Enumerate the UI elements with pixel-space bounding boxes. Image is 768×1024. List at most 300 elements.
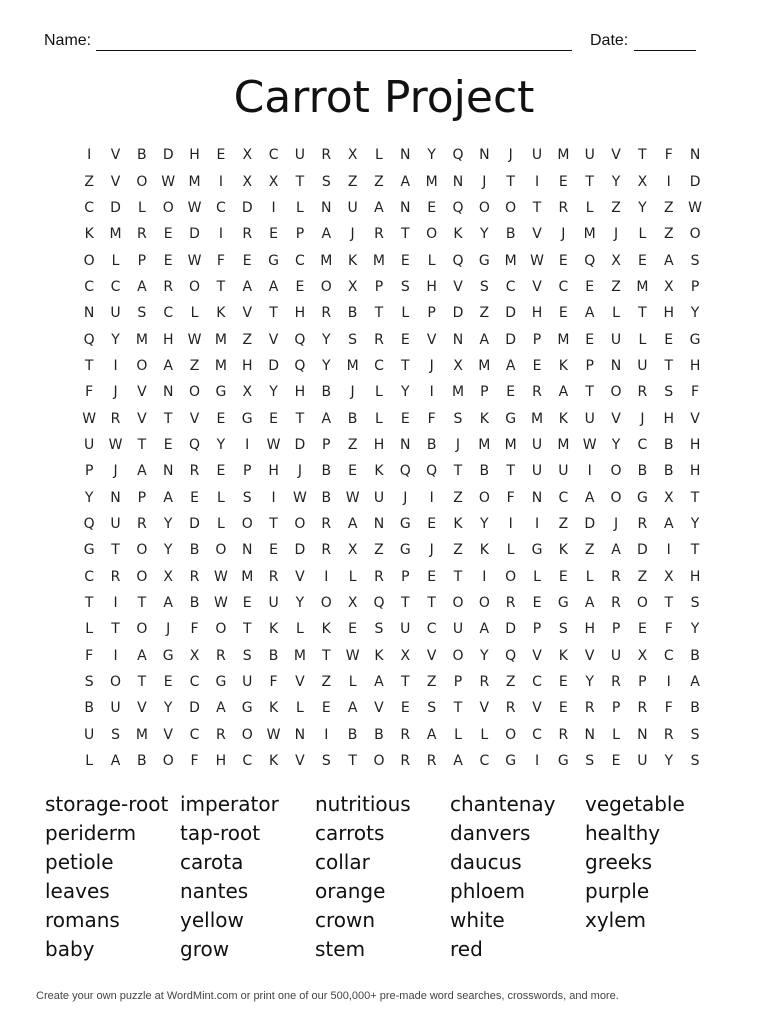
grid-letter: V [690,410,700,427]
grid-letter: A [479,331,490,348]
grid-letter: Y [585,674,594,691]
grid-letter: X [347,595,358,612]
grid-letter: L [216,515,225,532]
grid-letter: G [531,542,543,559]
grid-letter: I [666,542,671,559]
grid-letter: M [504,436,517,453]
grid-letter: Z [637,568,648,585]
grid-letter: D [637,542,648,559]
grid-letter: J [113,463,118,480]
grid-letter: J [640,410,645,427]
grid-letter: L [216,489,225,506]
grid-letter: I [271,489,276,506]
grid-letter: Q [584,252,596,269]
grid-letter: D [452,305,464,322]
grid-letter: B [268,647,279,664]
grid-letter: P [611,700,621,717]
grid-letter: T [242,621,252,638]
grid-letter: N [584,726,595,743]
word-list-item: nutritious [315,792,411,816]
grid-letter: T [295,410,305,427]
grid-letter: D [505,305,517,322]
grid-letter: Q [294,357,306,374]
grid-letter: B [321,463,332,480]
grid-letter: C [84,199,95,216]
name-label: Name: [44,32,92,49]
grid-letter: A [321,226,332,243]
grid-letter: S [137,305,147,322]
grid-letter: U [531,436,543,453]
grid-letter: Y [163,700,173,717]
grid-letter: L [137,199,146,216]
grid-letter: A [584,305,595,322]
grid-letter: J [350,384,355,401]
grid-letter: J [455,436,461,453]
grid-letter: L [85,621,94,638]
grid-letter: L [533,568,541,585]
grid-letter: H [689,463,701,480]
grid-letter: H [189,147,200,164]
grid-letter: A [347,700,358,717]
grid-letter: O [215,542,227,559]
grid-letter: R [663,726,674,743]
grid-letter: R [216,726,226,743]
word-list-item: healthy [585,821,661,845]
grid-letter: G [478,252,490,269]
grid-letter: U [584,410,595,427]
grid-letter: E [216,463,226,480]
grid-letter: A [374,674,384,691]
grid-letter: R [611,568,621,585]
grid-letter: E [400,331,410,348]
grid-letter: N [162,463,174,480]
grid-letter: T [374,305,384,322]
grid-letter: S [400,278,410,295]
grid-letter: Z [321,674,332,691]
grid-letter: B [663,463,674,480]
page-title: Carrot Project [233,72,535,123]
grid-letter: T [585,384,594,401]
grid-letter: Z [426,674,437,691]
grid-letter: T [163,410,173,427]
word-list-item: phloem [450,879,525,903]
grid-letter: X [611,252,621,269]
grid-row [76,221,708,247]
grid-letter: X [663,278,674,295]
grid-row [76,695,708,721]
grid-letter: F [506,489,515,506]
grid-letter: B [426,436,437,453]
grid-letter: P [295,226,305,243]
grid-letter: G [505,753,517,770]
grid-letter: O [478,595,490,612]
grid-letter: R [558,726,569,743]
grid-letter: V [137,410,147,427]
grid-letter: I [508,515,513,532]
grid-letter: F [216,252,225,269]
grid-letter: X [189,647,200,664]
grid-letter: C [558,489,569,506]
grid-letter: T [321,647,331,664]
grid-letter: U [84,436,95,453]
grid-letter: R [374,331,384,348]
grid-letter: M [346,357,359,374]
word-column [315,790,450,964]
grid-letter: R [110,410,121,427]
grid-letter: P [611,621,621,638]
grid-letter: T [638,305,647,322]
grid-letter: D [241,199,253,216]
word-list-item: greeks [585,850,653,874]
grid-letter: N [294,726,306,743]
grid-letter: H [663,410,674,427]
grid-letter: O [136,357,148,374]
grid-letter: P [532,331,542,348]
grid-letter: E [558,173,568,190]
grid-letter: A [479,621,490,638]
grid-row [76,511,708,537]
grid-letter: V [110,173,121,190]
word-column [585,790,720,964]
grid-letter: U [400,621,411,638]
grid-letter: G [399,542,411,559]
grid-letter: E [400,252,410,269]
grid-letter: Z [558,515,569,532]
grid-letter: Z [453,542,463,559]
grid-letter: D [505,331,517,348]
grid-letter: V [110,147,121,164]
grid-letter: E [163,226,173,243]
word-list-item: grow [180,937,230,961]
grid-letter: R [426,753,437,770]
grid-letter: U [531,147,543,164]
grid-letter: Q [373,595,385,612]
grid-letter: V [374,700,384,717]
grid-letter: C [558,278,569,295]
grid-letter: O [426,226,438,243]
grid-letter: L [296,621,304,638]
grid-letter: C [84,568,95,585]
grid-letter: B [690,647,700,664]
grid-letter: P [374,278,384,295]
word-list-item: petiole [45,850,114,874]
grid-letter: C [532,726,542,743]
grid-letter: O [241,515,253,532]
grid-letter: N [241,542,253,559]
grid-letter: C [163,305,174,322]
word-list-item: tap-root [180,821,261,845]
grid-letter: Z [584,542,595,559]
grid-letter: A [242,278,253,295]
grid-letter: S [453,410,463,427]
date-field[interactable] [634,50,696,51]
grid-letter: I [429,489,434,506]
grid-letter: M [557,331,570,348]
grid-letter: J [508,147,513,164]
word-list-item: baby [45,937,95,961]
grid-row [76,300,708,326]
grid-letter: E [664,331,674,348]
word-list-item: storage-root [45,792,169,816]
grid-letter: M [293,647,306,664]
grid-letter: A [400,173,411,190]
grid-letter: E [506,384,516,401]
grid-letter: D [505,621,517,638]
grid-letter: Z [505,674,516,691]
grid-letter: B [189,542,200,559]
grid-letter: I [324,568,329,585]
grid-letter: T [137,674,147,691]
grid-letter: H [689,436,701,453]
grid-letter: O [505,568,517,585]
grid-letter: V [479,700,490,717]
grid-letter: X [663,489,674,506]
grid-letter: Y [480,647,489,664]
grid-letter: M [504,252,517,269]
grid-letter: I [534,173,540,190]
grid-letter: T [690,542,700,559]
grid-letter: G [83,542,95,559]
grid-letter: V [611,410,621,427]
grid-letter: M [241,568,254,585]
grid-letter: Y [163,542,173,559]
grid-row [76,142,708,168]
grid-letter: T [137,436,147,453]
grid-letter: Y [480,515,489,532]
grid-letter: M [109,226,122,243]
grid-letter: S [690,252,700,269]
grid-letter: L [506,542,515,559]
grid-letter: O [136,621,148,638]
grid-letter: W [108,436,123,453]
grid-letter: N [689,147,701,164]
grid-letter: F [664,147,673,164]
grid-letter: R [400,753,411,770]
grid-letter: U [110,515,121,532]
grid-letter: M [478,436,491,453]
grid-letter: D [189,700,200,717]
grid-row [76,590,708,616]
grid-letter: Y [84,489,94,506]
grid-letter: Y [111,331,120,348]
grid-letter: O [136,173,148,190]
grid-letter: I [271,199,276,216]
grid-letter: G [557,753,569,770]
grid-letter: O [505,726,517,743]
word-list-item: vegetable [585,792,685,816]
grid-letter: I [482,568,487,585]
grid-letter: P [322,436,331,453]
grid-letter: X [400,647,411,664]
grid-letter: V [532,647,542,664]
grid-letter: G [215,674,227,691]
grid-letter: N [400,147,411,164]
grid-letter: O [610,489,622,506]
grid-letter: S [690,595,700,612]
grid-letter: A [690,674,700,691]
grid-letter: R [189,463,200,480]
grid-letter: G [636,489,648,506]
grid-letter: R [532,384,542,401]
grid-letter: Y [216,436,226,453]
grid-letter: R [584,700,595,717]
grid-letter: J [403,489,408,506]
grid-letter: M [451,384,465,401]
grid-letter: W [213,595,228,612]
grid-letter: M [320,252,333,269]
grid-letter: B [505,226,516,243]
name-field[interactable] [96,50,572,51]
grid-letter: T [401,226,410,243]
grid-letter: A [347,515,358,532]
grid-letter: H [162,331,174,348]
word-list-item: purple [585,879,650,903]
grid-letter: W [187,199,202,216]
grid-letter: Z [374,542,384,559]
grid-letter: Y [427,147,436,164]
grid-letter: K [84,226,94,243]
grid-letter: E [558,700,568,717]
grid-row [76,722,708,748]
grid-letter: U [347,199,358,216]
grid-letter: P [532,621,542,638]
word-list-item: nantes [180,879,249,903]
grid-letter: Z [663,226,674,243]
grid-row [76,274,708,300]
grid-letter: V [532,700,542,717]
grid-row [76,326,708,352]
grid-letter: T [690,489,700,506]
word-list-item: leaves [45,879,110,903]
grid-letter: Y [295,595,305,612]
grid-letter: F [427,410,436,427]
grid-letter: Y [611,173,621,190]
grid-letter: Z [347,436,358,453]
grid-letter: B [137,147,147,164]
grid-letter: M [214,357,227,374]
grid-letter: R [611,595,621,612]
grid-letter: O [294,515,306,532]
grid-letter: H [373,436,385,453]
grid-letter: V [584,647,595,664]
grid-letter: C [295,252,305,269]
grid-letter: W [530,252,544,269]
grid-letter: P [401,568,410,585]
grid-letter: T [401,595,410,612]
grid-letter: R [505,700,516,717]
grid-letter: E [269,410,278,427]
grid-letter: W [293,489,307,506]
grid-letter: A [163,357,173,374]
footer-note: Create your own puzzle at WordMint.com or print one of our 500,000+ pre-made word searches, crosswords, and more. [36,990,619,1002]
grid-letter: M [636,278,649,295]
grid-letter: K [479,542,489,559]
grid-letter: O [373,753,385,770]
grid-letter: K [348,252,358,269]
grid-letter: V [426,331,437,348]
grid-letter: U [558,463,569,480]
grid-letter: N [373,515,385,532]
grid-letter: G [557,595,569,612]
word-list-item: collar [315,850,370,874]
grid-letter: U [110,700,121,717]
grid-letter: A [558,384,569,401]
grid-letter: H [663,305,674,322]
grid-letter: M [530,410,544,427]
grid-letter: V [295,568,305,585]
grid-letter: E [348,621,358,638]
grid-letter: R [637,700,648,717]
grid-letter: O [189,278,201,295]
grid-letter: Q [452,252,464,269]
grid-letter: X [347,278,358,295]
grid-letter: H [215,753,227,770]
grid-letter: V [242,305,253,322]
grid-letter: N [637,726,648,743]
grid-letter: O [452,595,464,612]
grid-letter: V [295,753,305,770]
grid-letter: D [189,515,200,532]
grid-letter: S [348,331,358,348]
grid-letter: E [427,515,437,532]
grid-letter: K [268,621,279,638]
word-list-item: xylem [585,908,647,932]
grid-letter: U [610,331,622,348]
grid-letter: N [400,436,411,453]
grid-letter: N [83,305,95,322]
grid-letter: T [638,147,647,164]
grid-letter: O [162,199,174,216]
grid-letter: Z [611,199,621,216]
word-list-item: white [450,908,505,932]
grid-letter: U [584,147,595,164]
word-list-item: chantenay [450,792,556,816]
grid-letter: F [691,384,700,401]
grid-row [76,484,708,510]
grid-letter: M [425,173,438,190]
grid-letter: G [505,410,517,427]
grid-letter: I [587,463,592,480]
grid-letter: I [113,357,118,374]
grid-letter: A [137,647,147,664]
grid-letter: N [479,147,490,164]
grid-letter: K [268,700,279,717]
grid-letter: Y [611,436,621,453]
grid-letter: K [558,410,568,427]
grid-letter: M [135,331,148,348]
grid-letter: D [189,226,200,243]
grid-letter: I [113,647,118,664]
grid-letter: H [689,568,701,585]
grid-letter: T [532,199,542,216]
grid-letter: C [189,726,200,743]
grid-letter: B [663,436,674,453]
grid-letter: Z [242,331,253,348]
grid-letter: L [375,410,383,427]
grid-letter: H [584,621,595,638]
grid-letter: S [84,674,94,691]
grid-letter: H [689,357,701,374]
word-list-item: romans [45,908,120,932]
grid-letter: K [268,753,279,770]
grid-letter: L [348,674,357,691]
grid-letter: D [584,515,596,532]
grid-letter: E [427,199,437,216]
grid-letter: H [294,384,306,401]
grid-letter: U [531,463,543,480]
grid-letter: L [375,384,383,401]
grid-letter: T [269,515,278,532]
